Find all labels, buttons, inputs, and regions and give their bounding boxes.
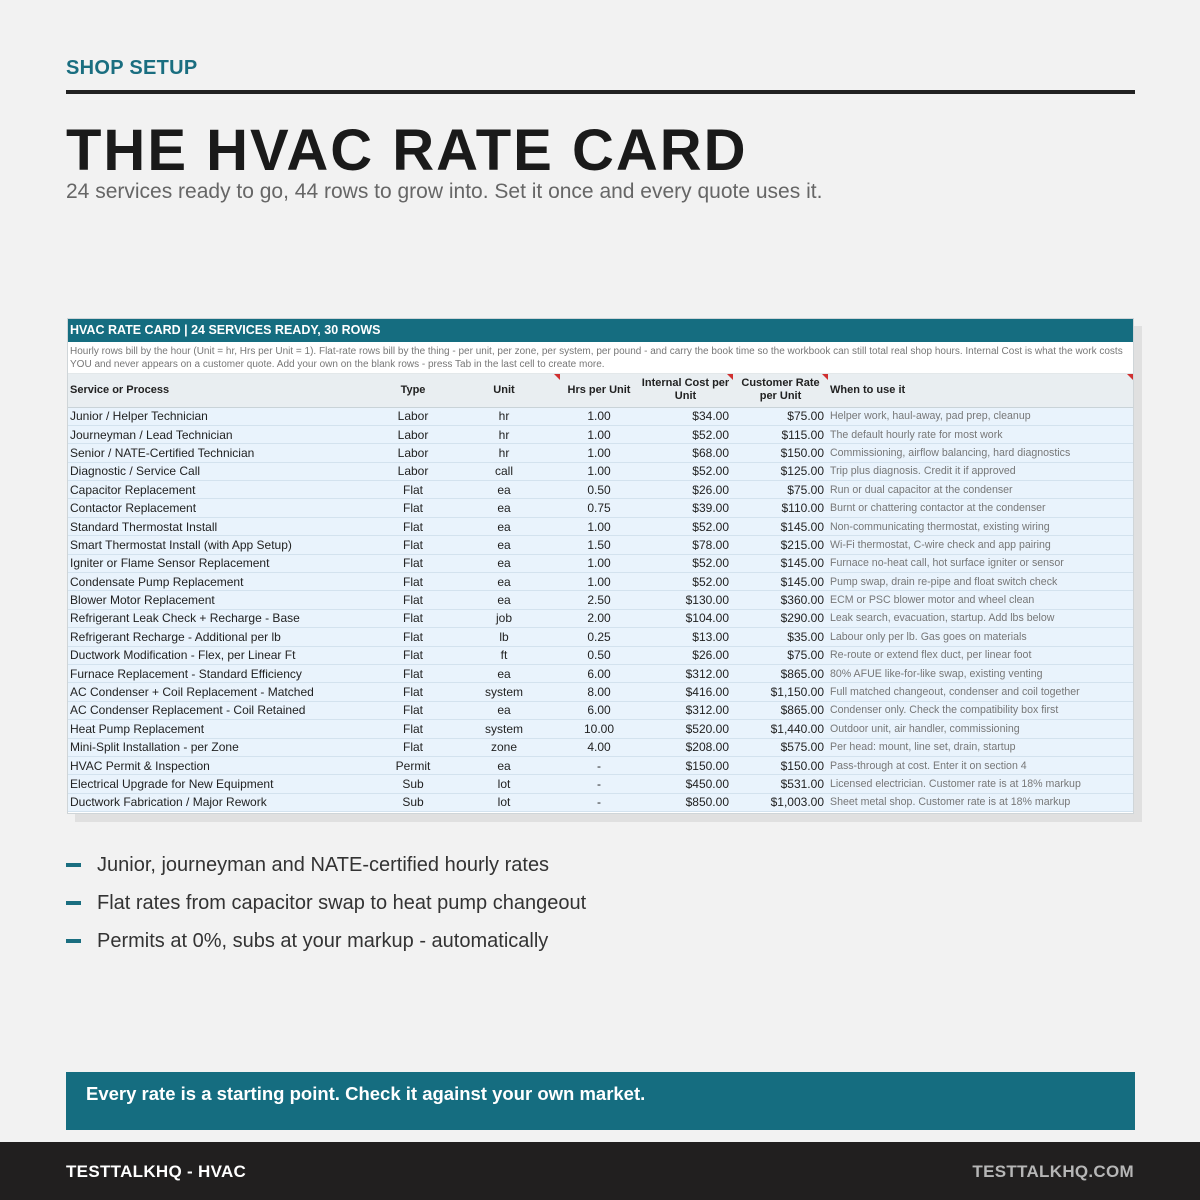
cell-internal-cost[interactable]: $34.00 xyxy=(638,407,733,425)
cell-customer-rate[interactable]: $35.00 xyxy=(733,628,828,646)
table-row xyxy=(68,664,1133,682)
cell-when-to-use[interactable]: Re-route or extend flex duct, per linear foot xyxy=(828,646,1133,664)
cell-hours[interactable]: 1.00 xyxy=(560,573,638,591)
bullet-item xyxy=(66,884,586,922)
table-row xyxy=(68,683,1133,701)
table-row xyxy=(68,499,1133,517)
cell-internal-cost[interactable]: $150.00 xyxy=(638,756,733,774)
cell-hours[interactable]: - xyxy=(560,793,638,811)
cell-customer-rate[interactable]: $531.00 xyxy=(733,775,828,793)
cell-unit[interactable]: zone xyxy=(448,738,560,756)
cell-hours[interactable]: 1.00 xyxy=(560,425,638,443)
cell-unit[interactable]: system xyxy=(448,720,560,738)
table-row xyxy=(68,425,1133,443)
cell-hours[interactable]: - xyxy=(560,756,638,774)
cell-internal-cost[interactable]: $104.00 xyxy=(638,609,733,627)
cell-service[interactable]: Heat Pump Replacement xyxy=(68,720,378,738)
cell-when-to-use[interactable]: Condenser only. Check the compatibility box first xyxy=(828,701,1133,719)
cell-unit[interactable]: hr xyxy=(448,425,560,443)
cell-unit[interactable]: lot xyxy=(448,775,560,793)
cell-unit[interactable]: call xyxy=(448,462,560,480)
cell-type[interactable]: Sub xyxy=(378,775,448,793)
table-row xyxy=(68,646,1133,664)
table-row xyxy=(68,517,1133,535)
cell-when-to-use[interactable]: ECM or PSC blower motor and wheel clean xyxy=(828,591,1133,609)
cell-customer-rate[interactable]: $865.00 xyxy=(733,664,828,682)
cell-hours[interactable]: 1.00 xyxy=(560,554,638,572)
cell-internal-cost[interactable]: $52.00 xyxy=(638,462,733,480)
cell-hours[interactable]: 1.00 xyxy=(560,407,638,425)
cell-type[interactable]: Labor xyxy=(378,462,448,480)
cell-service[interactable]: Journeyman / Lead Technician xyxy=(68,425,378,443)
cell-hours[interactable]: 2.00 xyxy=(560,609,638,627)
sheet-instructions: Hourly rows bill by the hour (Unit = hr, Hrs per Unit = 1). Flat-rate rows bill by the thing - per unit, per zone, per system, per pound - and carry the book time so the workbook can still total real shop hours. Internal Cost is what the work costs YOU and never appears on a customer quote. Add your own on the blank rows - press Tab in the last cell to create more. xyxy=(68,342,1133,374)
table-row xyxy=(68,775,1133,793)
cell-internal-cost[interactable]: $68.00 xyxy=(638,444,733,462)
cell-when-to-use[interactable]: Burnt or chattering contactor at the condenser xyxy=(828,499,1133,517)
cell-unit[interactable]: hr xyxy=(448,444,560,462)
cell-hours[interactable]: 1.00 xyxy=(560,444,638,462)
cell-hours[interactable]: 0.25 xyxy=(560,628,638,646)
cell-when-to-use[interactable]: Pass-through at cost. Enter it on section 4 xyxy=(828,756,1133,774)
rate-table xyxy=(68,374,1133,812)
cell-customer-rate[interactable]: $145.00 xyxy=(733,554,828,572)
cell-when-to-use[interactable]: Full matched changeout, condenser and coil together xyxy=(828,683,1133,701)
col-header-hours[interactable]: Hrs per Unit xyxy=(560,374,638,407)
cell-unit[interactable]: ea xyxy=(448,591,560,609)
cell-hours[interactable]: 8.00 xyxy=(560,683,638,701)
feature-bullets xyxy=(66,846,586,960)
cell-customer-rate[interactable]: $575.00 xyxy=(733,738,828,756)
cell-customer-rate[interactable]: $115.00 xyxy=(733,425,828,443)
rate-card-spreadsheet xyxy=(67,318,1134,814)
cell-unit[interactable]: ea xyxy=(448,701,560,719)
table-row xyxy=(68,738,1133,756)
cell-internal-cost[interactable]: $312.00 xyxy=(638,664,733,682)
cell-service[interactable]: Ductwork Modification - Flex, per Linear Ft xyxy=(68,646,378,664)
cell-customer-rate[interactable]: $145.00 xyxy=(733,573,828,591)
cell-type[interactable]: Flat xyxy=(378,536,448,554)
cell-customer-rate[interactable]: $1,440.00 xyxy=(733,720,828,738)
cell-type[interactable]: Flat xyxy=(378,646,448,664)
callout-banner: Every rate is a starting point. Check it against your own market. xyxy=(66,1072,1135,1130)
col-header-unit[interactable]: Unit xyxy=(448,374,560,407)
cell-hours[interactable]: 4.00 xyxy=(560,738,638,756)
cell-type[interactable]: Flat xyxy=(378,628,448,646)
cell-type[interactable]: Labor xyxy=(378,444,448,462)
cell-customer-rate[interactable]: $1,150.00 xyxy=(733,683,828,701)
cell-hours[interactable]: - xyxy=(560,775,638,793)
page-subtitle: 24 services ready to go, 44 rows to grow into. Set it once and every quote uses it. xyxy=(66,180,823,203)
cell-when-to-use[interactable]: The default hourly rate for most work xyxy=(828,425,1133,443)
page-title: THE HVAC RATE CARD xyxy=(66,118,748,183)
cell-customer-rate[interactable]: $150.00 xyxy=(733,444,828,462)
cell-service[interactable]: Electrical Upgrade for New Equipment xyxy=(68,775,378,793)
col-header-customer-rate[interactable]: Customer Rate per Unit xyxy=(733,374,828,407)
cell-internal-cost[interactable]: $208.00 xyxy=(638,738,733,756)
cell-internal-cost[interactable]: $52.00 xyxy=(638,517,733,535)
bullet-item xyxy=(66,922,586,960)
cell-when-to-use[interactable]: Trip plus diagnosis. Credit it if approved xyxy=(828,462,1133,480)
cell-service[interactable]: AC Condenser + Coil Replacement - Matched xyxy=(68,683,378,701)
table-row xyxy=(68,591,1133,609)
cell-type[interactable]: Labor xyxy=(378,425,448,443)
cell-unit[interactable]: ea xyxy=(448,536,560,554)
cell-type[interactable]: Sub xyxy=(378,793,448,811)
cell-type[interactable]: Flat xyxy=(378,481,448,499)
cell-service[interactable]: Senior / NATE-Certified Technician xyxy=(68,444,378,462)
cell-hours[interactable]: 1.00 xyxy=(560,517,638,535)
cell-hours[interactable]: 2.50 xyxy=(560,591,638,609)
cell-customer-rate[interactable]: $150.00 xyxy=(733,756,828,774)
cell-type[interactable]: Flat xyxy=(378,499,448,517)
cell-service[interactable]: Furnace Replacement - Standard Efficiency xyxy=(68,664,378,682)
cell-internal-cost[interactable]: $52.00 xyxy=(638,554,733,572)
cell-internal-cost[interactable]: $130.00 xyxy=(638,591,733,609)
cell-internal-cost[interactable]: $78.00 xyxy=(638,536,733,554)
cell-internal-cost[interactable]: $450.00 xyxy=(638,775,733,793)
cell-type[interactable]: Labor xyxy=(378,407,448,425)
col-header-when-to-use[interactable]: When to use it xyxy=(828,374,1133,407)
bullet-text: Flat rates from capacitor swap to heat pump changeout xyxy=(97,891,587,914)
table-row xyxy=(68,554,1133,572)
cell-service[interactable]: Capacitor Replacement xyxy=(68,481,378,499)
cell-hours[interactable]: 0.75 xyxy=(560,499,638,517)
cell-unit[interactable]: hr xyxy=(448,407,560,425)
bullet-text: Permits at 0%, subs at your markup - automatically xyxy=(97,929,549,952)
cell-service[interactable]: Condensate Pump Replacement xyxy=(68,573,378,591)
col-header-service[interactable]: Service or Process xyxy=(68,374,378,407)
cell-type[interactable]: Flat xyxy=(378,609,448,627)
dash-icon xyxy=(66,939,81,943)
cell-unit[interactable]: job xyxy=(448,609,560,627)
cell-customer-rate[interactable]: $215.00 xyxy=(733,536,828,554)
cell-hours[interactable]: 1.50 xyxy=(560,536,638,554)
table-header-row xyxy=(68,374,1133,407)
cell-hours[interactable]: 6.00 xyxy=(560,701,638,719)
cell-unit[interactable]: ea xyxy=(448,499,560,517)
cell-when-to-use[interactable]: Per head: mount, line set, drain, startup xyxy=(828,738,1133,756)
cell-hours[interactable]: 1.00 xyxy=(560,462,638,480)
bullet-item xyxy=(66,846,586,884)
cell-service[interactable]: Igniter or Flame Sensor Replacement xyxy=(68,554,378,572)
cell-customer-rate[interactable]: $865.00 xyxy=(733,701,828,719)
cell-service[interactable]: Refrigerant Recharge - Additional per lb xyxy=(68,628,378,646)
cell-unit[interactable]: lot xyxy=(448,793,560,811)
dash-icon xyxy=(66,901,81,905)
cell-internal-cost[interactable]: $13.00 xyxy=(638,628,733,646)
cell-when-to-use[interactable]: Non-communicating thermostat, existing wiring xyxy=(828,517,1133,535)
cell-when-to-use[interactable]: Sheet metal shop. Customer rate is at 18% markup xyxy=(828,793,1133,811)
cell-service[interactable]: Ductwork Fabrication / Major Rework xyxy=(68,793,378,811)
cell-when-to-use[interactable]: Pump swap, drain re-pipe and float switch check xyxy=(828,573,1133,591)
table-row xyxy=(68,573,1133,591)
cell-internal-cost[interactable]: $416.00 xyxy=(638,683,733,701)
table-row xyxy=(68,462,1133,480)
cell-hours[interactable]: 0.50 xyxy=(560,481,638,499)
cell-service[interactable]: Diagnostic / Service Call xyxy=(68,462,378,480)
table-row xyxy=(68,609,1133,627)
cell-service[interactable]: Contactor Replacement xyxy=(68,499,378,517)
cell-unit[interactable]: ea xyxy=(448,664,560,682)
cell-type[interactable]: Flat xyxy=(378,591,448,609)
cell-unit[interactable]: system xyxy=(448,683,560,701)
cell-customer-rate[interactable]: $75.00 xyxy=(733,646,828,664)
cell-type[interactable]: Permit xyxy=(378,756,448,774)
cell-unit[interactable]: ea xyxy=(448,517,560,535)
cell-customer-rate[interactable]: $360.00 xyxy=(733,591,828,609)
cell-when-to-use[interactable]: Labour only per lb. Gas goes on materials xyxy=(828,628,1133,646)
cell-customer-rate[interactable]: $290.00 xyxy=(733,609,828,627)
cell-unit[interactable]: ft xyxy=(448,646,560,664)
cell-type[interactable]: Flat xyxy=(378,720,448,738)
cell-type[interactable]: Flat xyxy=(378,573,448,591)
table-row xyxy=(68,756,1133,774)
cell-when-to-use[interactable]: Run or dual capacitor at the condenser xyxy=(828,481,1133,499)
cell-customer-rate[interactable]: $125.00 xyxy=(733,462,828,480)
cell-hours[interactable]: 6.00 xyxy=(560,664,638,682)
cell-unit[interactable]: ea xyxy=(448,756,560,774)
cell-internal-cost[interactable]: $39.00 xyxy=(638,499,733,517)
cell-customer-rate[interactable]: $75.00 xyxy=(733,481,828,499)
cell-internal-cost[interactable]: $52.00 xyxy=(638,573,733,591)
sheet-header-bar: HVAC RATE CARD | 24 SERVICES READY, 30 ROWS xyxy=(68,319,1133,342)
cell-internal-cost[interactable]: $850.00 xyxy=(638,793,733,811)
footer-website[interactable]: TESTTALKHQ.COM xyxy=(972,1162,1134,1181)
cell-service[interactable]: Standard Thermostat Install xyxy=(68,517,378,535)
cell-service[interactable]: Blower Motor Replacement xyxy=(68,591,378,609)
cell-unit[interactable]: ea xyxy=(448,573,560,591)
cell-internal-cost[interactable]: $26.00 xyxy=(638,646,733,664)
cell-when-to-use[interactable]: Licensed electrician. Customer rate is at 18% markup xyxy=(828,775,1133,793)
cell-when-to-use[interactable]: Commissioning, airflow balancing, hard diagnostics xyxy=(828,444,1133,462)
cell-type[interactable]: Flat xyxy=(378,554,448,572)
cell-hours[interactable]: 0.50 xyxy=(560,646,638,664)
cell-internal-cost[interactable]: $520.00 xyxy=(638,720,733,738)
cell-type[interactable]: Flat xyxy=(378,664,448,682)
table-row xyxy=(68,720,1133,738)
col-header-type[interactable]: Type xyxy=(378,374,448,407)
cell-when-to-use[interactable]: Furnace no-heat call, hot surface igniter or sensor xyxy=(828,554,1133,572)
cell-when-to-use[interactable]: Outdoor unit, air handler, commissioning xyxy=(828,720,1133,738)
table-row xyxy=(68,628,1133,646)
cell-internal-cost[interactable]: $52.00 xyxy=(638,425,733,443)
cell-customer-rate[interactable]: $1,003.00 xyxy=(733,793,828,811)
cell-type[interactable]: Flat xyxy=(378,701,448,719)
section-kicker: SHOP SETUP xyxy=(66,57,198,79)
cell-hours[interactable]: 10.00 xyxy=(560,720,638,738)
cell-service[interactable]: AC Condenser Replacement - Coil Retained xyxy=(68,701,378,719)
table-row xyxy=(68,481,1133,499)
cell-unit[interactable]: ea xyxy=(448,554,560,572)
cell-internal-cost[interactable]: $26.00 xyxy=(638,481,733,499)
table-row xyxy=(68,407,1133,425)
table-row xyxy=(68,444,1133,462)
cell-unit[interactable]: ea xyxy=(448,481,560,499)
cell-customer-rate[interactable]: $145.00 xyxy=(733,517,828,535)
cell-customer-rate[interactable]: $75.00 xyxy=(733,407,828,425)
table-row xyxy=(68,793,1133,811)
cell-service[interactable]: HVAC Permit & Inspection xyxy=(68,756,378,774)
col-header-internal-cost[interactable]: Internal Cost per Unit xyxy=(638,374,733,407)
dash-icon xyxy=(66,863,81,867)
cell-type[interactable]: Flat xyxy=(378,738,448,756)
cell-customer-rate[interactable]: $110.00 xyxy=(733,499,828,517)
cell-when-to-use[interactable]: Leak search, evacuation, startup. Add lbs below xyxy=(828,609,1133,627)
cell-service[interactable]: Refrigerant Leak Check + Recharge - Base xyxy=(68,609,378,627)
cell-when-to-use[interactable]: Wi-Fi thermostat, C-wire check and app pairing xyxy=(828,536,1133,554)
table-row xyxy=(68,536,1133,554)
cell-type[interactable]: Flat xyxy=(378,683,448,701)
header-rule xyxy=(66,90,1135,94)
table-row xyxy=(68,701,1133,719)
cell-service[interactable]: Junior / Helper Technician xyxy=(68,407,378,425)
cell-when-to-use[interactable]: 80% AFUE like-for-like swap, existing venting xyxy=(828,664,1133,682)
cell-type[interactable]: Flat xyxy=(378,517,448,535)
cell-internal-cost[interactable]: $312.00 xyxy=(638,701,733,719)
cell-service[interactable]: Smart Thermostat Install (with App Setup) xyxy=(68,536,378,554)
footer-brand: TESTTALKHQ - HVAC xyxy=(66,1162,247,1181)
cell-when-to-use[interactable]: Helper work, haul-away, pad prep, cleanup xyxy=(828,407,1133,425)
cell-service[interactable]: Mini-Split Installation - per Zone xyxy=(68,738,378,756)
footer-bar xyxy=(0,1142,1200,1200)
bullet-text: Junior, journeyman and NATE-certified hourly rates xyxy=(97,853,550,876)
cell-unit[interactable]: lb xyxy=(448,628,560,646)
